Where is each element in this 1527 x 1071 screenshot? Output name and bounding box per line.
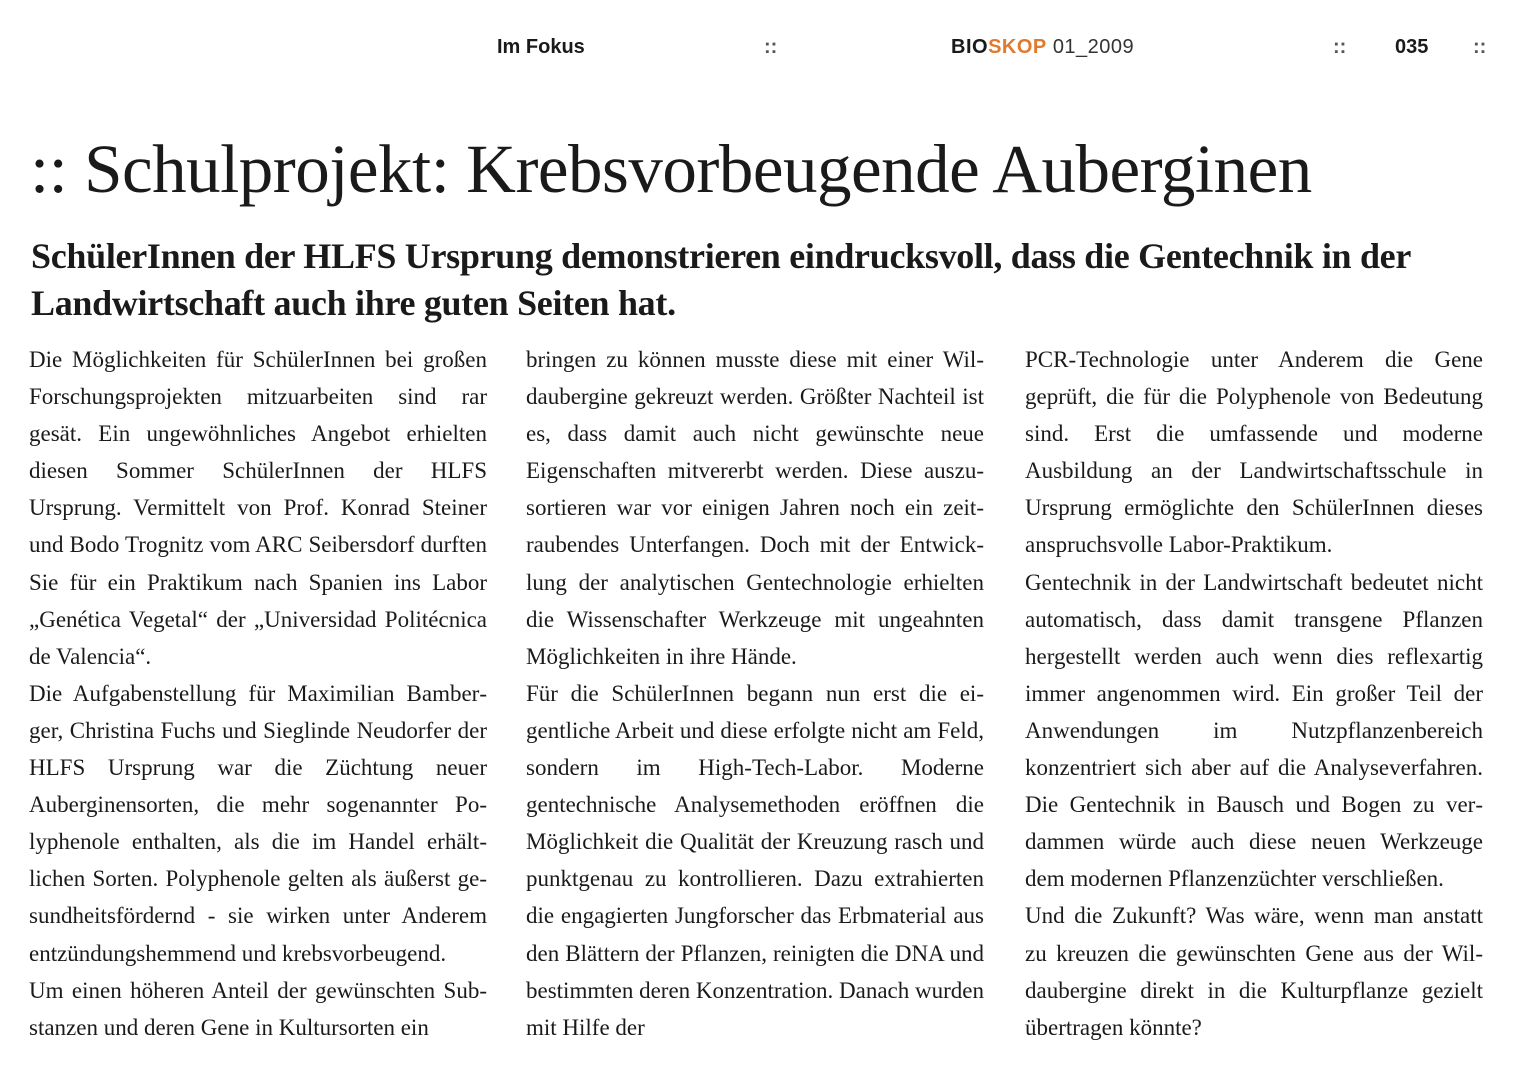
paragraph: Um einen höheren Anteil der gewünschten Substanzen und deren Gene in Kultursorten ein: [29, 977, 487, 1040]
text-column-1: [29, 341, 487, 1046]
header-separator: ::: [764, 36, 778, 58]
paragraph: bringen zu können musste diese mit einer Wildaubergine gekreuzt werden. Größter Nachteil ist es, dass damit auch nicht gewünschte neue Eigenschaften mitvererbt werden. Diese auszusortieren war vor einigen Jahren noch ein zeitraubendes Unterfangen. Doch mit der Entwicklung der analytischen Gentechnologie erhielten die Wissenschafter Werkzeuge mit ungeahnten Möglichkeiten in ihre Hände.: [526, 347, 984, 669]
page-number: 035: [1395, 36, 1429, 58]
paragraph: Gentechnik in der Landwirtschaft bedeutet nicht automatisch, dass damit transgene Pflanzen hergestellt werden auch wenn dies reflexartig immer angenommen wird. Ein großer Teil der Anwendungen im Nutzpflanzenbereich konzentriert sich aber auf die Analyseverfahren. Die Gentechnik in Bausch und Bogen zu verdammen würde auch diese neuen Werkzeuge dem modernen Pflanzenzüchter verschließen.: [1025, 569, 1483, 892]
paragraph: Die Aufgabenstellung für Maximilian Bamberger, Christina Fuchs und Sieglinde Neudorfer der HLFS Ursprung war die Züchtung neuer Auberginensorten, die mehr sogenannter Polyphenole enthalten, als die im Handel erhältlichen Sorten. Polyphenole gelten als äußerst gesundheitsfördernd - sie wirken unter Anderem entzündungshemmend und krebsvorbeugend.: [29, 680, 487, 966]
section-label: Im Fokus: [497, 36, 585, 58]
paragraph: Und die Zukunft? Was wäre, wenn man anstatt zu kreuzen die gewünschten Gene aus der Wildaubergine direkt in die Kulturpflanze gezielt übertragen könnte?: [1025, 903, 1483, 1040]
paragraph: Für die SchülerInnen begann nun erst die eigentliche Arbeit und diese erfolgte nicht am Feld, sondern im High-Tech-Labor. Moderne gentechnische Analysemethoden eröffnen die Möglichkeit die Qualität der Kreuzung rasch und punktgenau zu kontrollieren. Dazu extrahierten die engagierten Jungforscher das Erbmaterial aus den Blättern der Pflanzen, reinigten die DNA und bestimmten deren Konzentration. Danach wurden mit Hilfe der: [526, 680, 984, 1040]
magazine-name-skop: SKOP: [988, 36, 1047, 58]
header-separator: ::: [1473, 36, 1487, 58]
paragraph: Die Möglichkeiten für SchülerInnen bei großen Forschungsprojekten mitzuarbeiten sind rar gesät. Ein ungewöhnliches Angebot erhielten diesen Sommer SchülerInnen der HLFS Ursprung. Vermittelt von Prof. Konrad Steiner und Bodo Trognitz vom ARC Seibersdorf durften Sie für ein Praktikum nach Spanien ins Labor „Genética Vegetal“ der „Universidad Politécnica de Valencia“.: [29, 347, 487, 669]
running-header: [0, 32, 1527, 68]
text-column-3: [1025, 341, 1483, 1046]
text-column-2: [526, 341, 984, 1046]
article-subtitle: SchülerInnen der HLFS Ursprung demonstrieren eindrucksvoll, dass die Gentechnik in der Landwirtschaft auch ihre guten Seiten hat.: [31, 236, 1411, 323]
paragraph: PCR-Technologie unter Anderem die Gene geprüft, die für die Polyphenole von Bedeutung sind. Erst die umfassende und moderne Ausbildung an der Landwirtschaftsschule in Ursprung ermöglichte den SchülerInnen dieses anspruchsvolle Labor-Praktikum.: [1025, 347, 1483, 558]
magazine-name-bio: BIO: [951, 36, 989, 58]
magazine-issue: [951, 36, 1134, 59]
header-separator: ::: [1333, 36, 1347, 58]
article-title: :: Schulprojekt: Krebsvorbeugende Auberginen: [30, 131, 1312, 207]
issue-number: 01_2009: [1052, 36, 1135, 58]
